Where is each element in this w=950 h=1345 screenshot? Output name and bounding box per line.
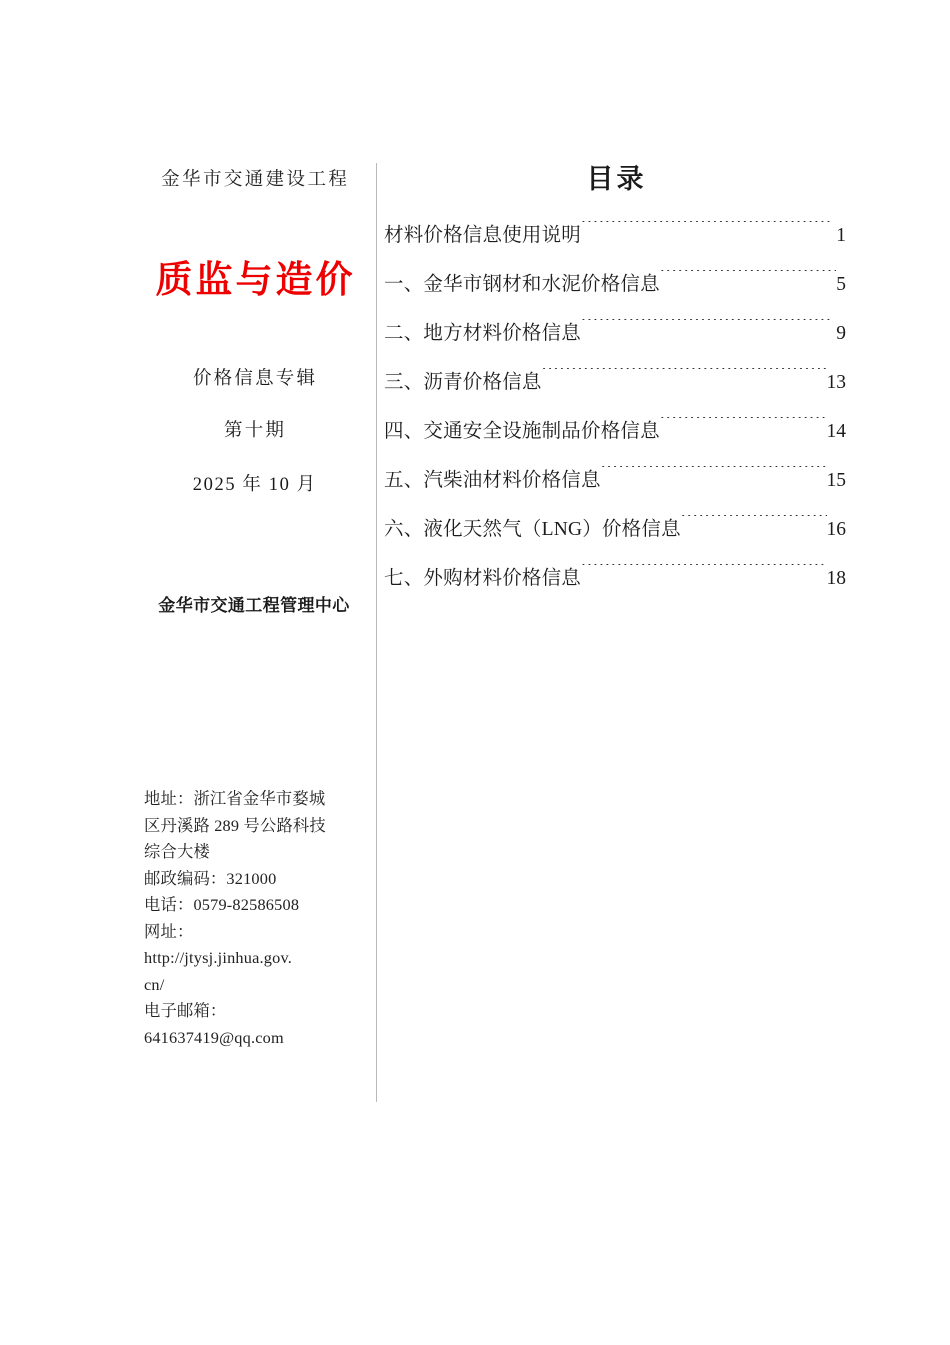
toc-entry[interactable]: [384, 211, 846, 260]
cover-left-column: [138, 163, 370, 617]
contact-address-block: [144, 786, 382, 1051]
toc-dot-leader: [660, 270, 836, 290]
toc-dot-leader: [660, 417, 827, 437]
cover-issue-number: 第十期: [224, 420, 287, 441]
toc-entry-page-number: 16: [826, 518, 846, 540]
toc-entry-page-number: 1: [836, 224, 846, 246]
address-line: 641637419@qq.com: [144, 1027, 284, 1047]
toc-entry-label: 四、交通安全设施制品价格信息: [384, 420, 660, 442]
address-line: 电子邮箱：: [144, 1001, 227, 1020]
toc-entry-page-number: 5: [836, 273, 846, 295]
toc-entry[interactable]: [384, 505, 846, 554]
toc-entry-label: 三、沥青价格信息: [384, 371, 542, 393]
cover-org-title: 金华市交通建设工程: [161, 170, 350, 190]
toc-entry[interactable]: [384, 554, 846, 603]
cover-date: 2025 年 10 月: [192, 474, 317, 495]
toc-entry-label: 六、液化天然气（LNG）价格信息: [384, 518, 681, 540]
toc-entry-label: 一、金华市钢材和水泥价格信息: [384, 273, 660, 295]
toc-entry-label: 五、汽柴油材料价格信息: [384, 469, 601, 491]
address-line: 区丹溪路 289 号公路科技: [144, 815, 326, 835]
address-line: 网址：: [144, 921, 194, 941]
address-line: 电话：0579-82586508: [144, 895, 300, 914]
toc-dot-leader: [681, 515, 827, 535]
toc-heading: 目录: [586, 164, 647, 194]
toc-entry[interactable]: [384, 407, 846, 456]
address-line: cn/: [144, 974, 165, 994]
cover-publisher: 金华市交通工程管理中心: [158, 596, 350, 616]
toc-entry[interactable]: [384, 456, 846, 505]
toc-dot-leader: [581, 319, 831, 339]
toc-entry-page-number: 14: [826, 420, 846, 442]
toc-entry-label: 材料价格信息使用说明: [384, 224, 582, 246]
toc-entry[interactable]: [384, 260, 846, 309]
toc-entry[interactable]: [384, 358, 846, 407]
toc-entry-label: 二、地方材料价格信息: [384, 322, 582, 344]
toc-entry-page-number: 13: [826, 371, 846, 393]
toc-entry-list: [384, 211, 846, 603]
toc-entry-page-number: 18: [826, 567, 846, 589]
toc-dot-leader: [601, 466, 827, 486]
toc-dot-leader: [581, 564, 826, 584]
cover-main-title: 质监与造价: [155, 260, 356, 302]
address-line: 综合大楼: [144, 842, 210, 861]
toc-entry-page-number: 15: [826, 469, 846, 491]
toc-dot-leader: [581, 221, 831, 241]
toc-entry[interactable]: [384, 309, 846, 358]
cover-special-edition: 价格信息专辑: [192, 368, 318, 389]
address-line: http://jtysj.jinhua.gov.: [144, 948, 293, 967]
toc-entry-page-number: 9: [836, 322, 846, 344]
address-line: 邮政编码：321000: [144, 868, 277, 888]
table-of-contents: [384, 163, 846, 603]
toc-dot-leader: [542, 368, 827, 388]
address-line: 地址：浙江省金华市婺城: [144, 789, 326, 808]
toc-entry-label: 七、外购材料价格信息: [384, 567, 582, 589]
